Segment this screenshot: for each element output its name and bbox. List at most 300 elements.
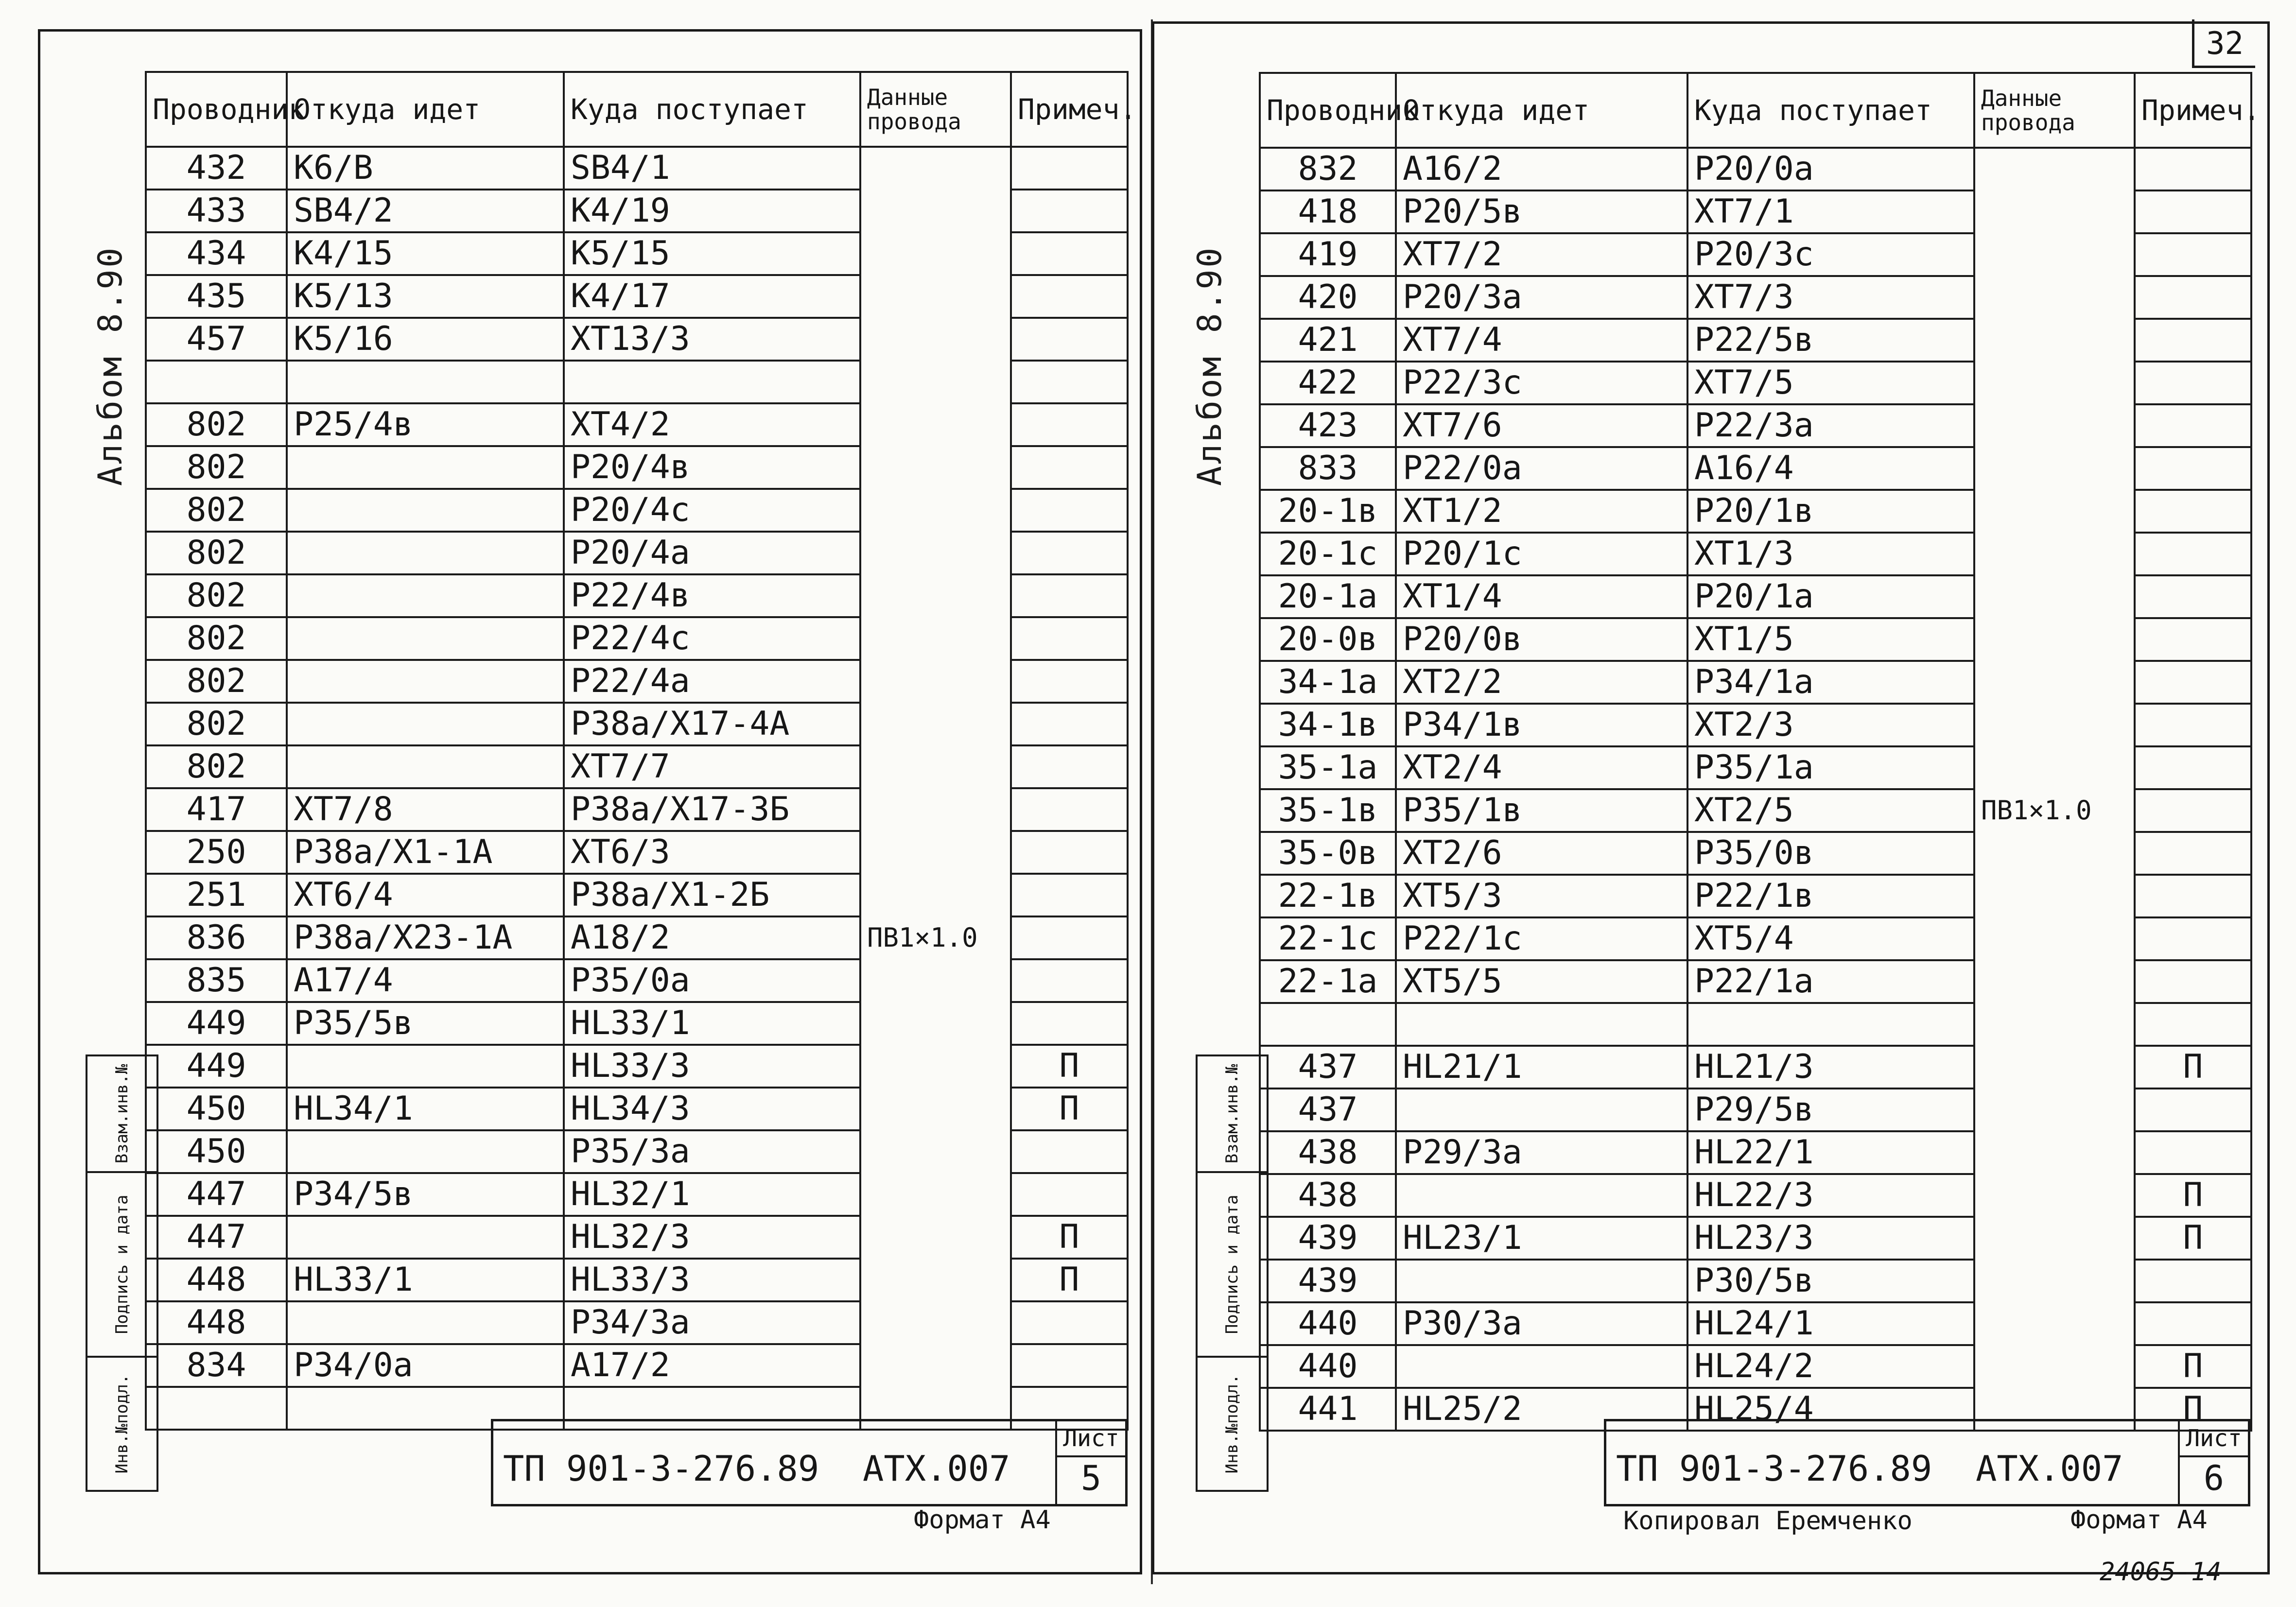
sheet-number-box <box>1055 1421 1125 1504</box>
cell-to: ХТ7/1 <box>1687 190 1974 233</box>
table-row <box>146 532 1128 574</box>
cell-from: Р20/1с <box>1396 533 1687 575</box>
cell-from: Р20/5в <box>1396 190 1687 233</box>
cell-to: Р22/5в <box>1687 319 1974 362</box>
cell-from: А16/2 <box>1396 148 1687 190</box>
cell-wire: 832 <box>1260 148 1396 190</box>
cell-note <box>2135 533 2251 575</box>
table-row <box>146 489 1128 532</box>
cell-wire: 835 <box>146 959 287 1002</box>
cell-note <box>1011 1301 1128 1344</box>
cell-note <box>1011 745 1128 788</box>
table-row <box>1260 1217 2251 1260</box>
table-row <box>1260 1174 2251 1217</box>
cell-wire: 250 <box>146 831 287 874</box>
cell-from: Р20/3а <box>1396 276 1687 319</box>
cell-from <box>287 1130 564 1173</box>
table-row <box>1260 404 2251 447</box>
table-row <box>146 232 1128 275</box>
cell-from: Р22/1с <box>1396 917 1687 960</box>
cell-from <box>1396 1003 1687 1046</box>
cell-wire: 439 <box>1260 1260 1396 1302</box>
cell-wire: 802 <box>146 532 287 574</box>
cell-wire: 802 <box>146 489 287 532</box>
cell-data <box>1974 875 2135 917</box>
sheet-number-box <box>2178 1421 2248 1504</box>
title-doc: АТХ.007 <box>863 1448 1010 1489</box>
format-label: Формат А4 <box>2070 1505 2208 1535</box>
cell-note: П <box>1011 1259 1128 1301</box>
table-row <box>1260 1046 2251 1089</box>
cell-wire: 22-1в <box>1260 875 1396 917</box>
cell-data <box>1974 233 2135 276</box>
list-number: 5 <box>1080 1458 1102 1498</box>
table-row <box>1260 276 2251 319</box>
cell-note <box>2135 319 2251 362</box>
table-row <box>146 959 1128 1002</box>
cell-note <box>1011 147 1128 190</box>
cell-data <box>860 959 1011 1002</box>
table-row <box>1260 875 2251 917</box>
cell-to: HL24/1 <box>1687 1302 1974 1345</box>
cell-data <box>860 1301 1011 1344</box>
cell-from <box>1396 1260 1687 1302</box>
side-stamp <box>86 1054 158 1492</box>
table-row <box>146 403 1128 446</box>
cell-wire: 421 <box>1260 319 1396 362</box>
wire-spec-label: ПВ1×1.0 <box>867 922 978 953</box>
table-row <box>1260 704 2251 746</box>
album-label: Альбом 8.90 <box>1191 245 1229 486</box>
cell-to: ХТ1/5 <box>1687 618 1974 661</box>
cell-to: ХТ1/3 <box>1687 533 1974 575</box>
stamp-signature-date: Подпись и дата <box>86 1171 158 1356</box>
cell-wire: 418 <box>1260 190 1396 233</box>
cell-data <box>860 574 1011 617</box>
cell-to <box>564 361 860 403</box>
cell-data <box>860 1344 1011 1387</box>
cell-from <box>287 1045 564 1088</box>
cell-wire: 437 <box>1260 1046 1396 1089</box>
table-row <box>1260 1345 2251 1388</box>
table-row <box>146 318 1128 361</box>
cell-data <box>1974 832 2135 875</box>
table-row <box>1260 960 2251 1003</box>
cell-wire: 834 <box>146 1344 287 1387</box>
cell-data <box>1974 746 2135 789</box>
cell-data <box>1974 404 2135 447</box>
cell-note <box>2135 233 2251 276</box>
table-row <box>146 574 1128 617</box>
wire-table <box>145 71 1137 1431</box>
cell-note <box>2135 917 2251 960</box>
cell-to: А16/4 <box>1687 447 1974 490</box>
cell-to: Р38а/Х17-4А <box>564 703 860 745</box>
cell-from: SB4/2 <box>287 190 564 232</box>
cell-note <box>2135 1302 2251 1345</box>
cell-to: А17/2 <box>564 1344 860 1387</box>
cell-data <box>860 489 1011 532</box>
title-block <box>1604 1419 2250 1506</box>
cell-to: А18/2 <box>564 916 860 959</box>
cell-from <box>287 532 564 574</box>
cell-wire: 22-1а <box>1260 960 1396 1003</box>
cell-note: П <box>2135 1046 2251 1089</box>
cell-to: HL33/3 <box>564 1045 860 1088</box>
cell-data <box>860 1088 1011 1130</box>
cell-data <box>1974 618 2135 661</box>
cell-wire: 34-1а <box>1260 661 1396 704</box>
cell-note <box>2135 661 2251 704</box>
cell-from: Р25/4в <box>287 403 564 446</box>
cell-to: Р20/0а <box>1687 148 1974 190</box>
cell-from: Р38а/Х1-1А <box>287 831 564 874</box>
cell-data <box>1974 447 2135 490</box>
header-from: Откуда идет <box>287 72 564 147</box>
cell-note <box>2135 1260 2251 1302</box>
cell-data <box>860 703 1011 745</box>
cell-wire: 20-1а <box>1260 575 1396 618</box>
cell-to: Р22/3а <box>1687 404 1974 447</box>
cell-wire: 447 <box>146 1216 287 1259</box>
cell-note <box>1011 1344 1128 1387</box>
cell-from: К5/13 <box>287 275 564 318</box>
cell-to: HL24/2 <box>1687 1345 1974 1388</box>
cell-data <box>1974 789 2135 832</box>
cell-note <box>1011 403 1128 446</box>
cell-to: Р22/1а <box>1687 960 1974 1003</box>
table-row <box>146 1088 1128 1130</box>
cell-to: Р20/4а <box>564 532 860 574</box>
cell-note <box>2135 789 2251 832</box>
cell-data <box>860 660 1011 703</box>
table-row <box>146 745 1128 788</box>
cell-from: Р30/3а <box>1396 1302 1687 1345</box>
cell-wire: 435 <box>146 275 287 318</box>
cell-from <box>287 703 564 745</box>
cell-to: HL22/1 <box>1687 1131 1974 1174</box>
cell-wire <box>146 1387 287 1430</box>
stamp-substitute-inv: Взам.инв.№ <box>86 1054 158 1171</box>
cell-to: Р34/1а <box>1687 661 1974 704</box>
cell-note <box>2135 148 2251 190</box>
cell-data <box>860 147 1011 190</box>
cell-data <box>860 403 1011 446</box>
cell-data <box>1974 960 2135 1003</box>
cell-data <box>1974 362 2135 404</box>
cell-wire: 419 <box>1260 233 1396 276</box>
cell-to: Р20/4с <box>564 489 860 532</box>
cell-data <box>860 190 1011 232</box>
cell-from: Р35/5в <box>287 1002 564 1045</box>
table-row <box>1260 533 2251 575</box>
cell-from: Р29/3а <box>1396 1131 1687 1174</box>
cell-from <box>287 574 564 617</box>
table-row <box>146 1301 1128 1344</box>
cell-wire: 833 <box>1260 447 1396 490</box>
header-wire: Проводник <box>1260 73 1396 148</box>
table-row <box>1260 1089 2251 1131</box>
cell-to: Р29/5в <box>1687 1089 1974 1131</box>
cell-note <box>1011 489 1128 532</box>
cell-wire: 438 <box>1260 1131 1396 1174</box>
cell-wire <box>146 361 287 403</box>
cell-to: Р35/1а <box>1687 746 1974 789</box>
cell-wire: 802 <box>146 617 287 660</box>
cell-data <box>860 361 1011 403</box>
cell-from: К6/В <box>287 147 564 190</box>
copied-by: Копировал Еремченко <box>1623 1506 1913 1536</box>
list-label: Лист <box>2180 1421 2248 1457</box>
table-row <box>1260 1003 2251 1046</box>
stamp-substitute-inv: Взам.инв.№ <box>1196 1054 1269 1171</box>
cell-note <box>2135 832 2251 875</box>
cell-from: Р20/0в <box>1396 618 1687 661</box>
cell-wire: 449 <box>146 1002 287 1045</box>
list-label: Лист <box>1057 1421 1125 1457</box>
cell-wire: 836 <box>146 916 287 959</box>
cell-from: К4/15 <box>287 232 564 275</box>
title-block <box>491 1419 1128 1506</box>
cell-from: ХТ5/5 <box>1396 960 1687 1003</box>
cell-wire: 35-0в <box>1260 832 1396 875</box>
cell-to: Р38а/Х17-3Б <box>564 788 860 831</box>
stamp-signature-date: Подпись и дата <box>1196 1171 1269 1356</box>
cell-data <box>1974 490 2135 533</box>
header-data: Данные провода <box>860 72 1011 147</box>
cell-data <box>1974 1174 2135 1217</box>
cell-note: П <box>1011 1216 1128 1259</box>
cell-to: К4/17 <box>564 275 860 318</box>
cell-to: ХТ13/3 <box>564 318 860 361</box>
cell-note <box>2135 190 2251 233</box>
table-row <box>1260 362 2251 404</box>
cell-from: HL25/2 <box>1396 1388 1687 1431</box>
cell-from: ХТ1/4 <box>1396 575 1687 618</box>
cell-from: ХТ2/4 <box>1396 746 1687 789</box>
table-row <box>1260 190 2251 233</box>
cell-note <box>2135 1089 2251 1131</box>
list-number: 6 <box>2203 1458 2225 1498</box>
wire-table <box>1259 72 2261 1432</box>
cell-wire: 423 <box>1260 404 1396 447</box>
cell-data <box>860 1259 1011 1301</box>
table-row <box>1260 661 2251 704</box>
cell-note <box>1011 532 1128 574</box>
table-row <box>146 147 1128 190</box>
cell-wire: 441 <box>1260 1388 1396 1431</box>
cell-from: ХТ7/6 <box>1396 404 1687 447</box>
cell-from <box>287 660 564 703</box>
cell-note <box>1011 190 1128 232</box>
cell-wire: 447 <box>146 1173 287 1216</box>
header-data: Данные провода <box>1974 73 2135 148</box>
cell-note <box>1011 574 1128 617</box>
cell-data <box>1974 319 2135 362</box>
cell-from: HL21/1 <box>1396 1046 1687 1089</box>
cell-note <box>2135 362 2251 404</box>
cell-note <box>2135 875 2251 917</box>
cell-data <box>860 1045 1011 1088</box>
doc-stamp: 24065-14 <box>2100 1557 2222 1587</box>
table-header-row <box>1260 73 2251 148</box>
cell-data <box>1974 1302 2135 1345</box>
cell-data <box>1974 1131 2135 1174</box>
cell-from <box>287 1216 564 1259</box>
cell-wire: 417 <box>146 788 287 831</box>
table-row <box>1260 1131 2251 1174</box>
cell-note: П <box>2135 1217 2251 1260</box>
cell-data <box>1974 190 2135 233</box>
cell-note: П <box>2135 1345 2251 1388</box>
cell-from <box>287 617 564 660</box>
cell-data <box>860 1216 1011 1259</box>
cell-to: Р20/1а <box>1687 575 1974 618</box>
cell-data <box>1974 661 2135 704</box>
cell-data <box>860 1173 1011 1216</box>
cell-to: ХТ2/5 <box>1687 789 1974 832</box>
table-row <box>1260 1260 2251 1302</box>
cell-from: ХТ6/4 <box>287 874 564 916</box>
cell-wire: 434 <box>146 232 287 275</box>
table-row <box>1260 917 2251 960</box>
stamp-original-inv: Инв.№подл. <box>86 1356 158 1492</box>
cell-from: А17/4 <box>287 959 564 1002</box>
cell-data <box>860 874 1011 916</box>
cell-to: ХТ6/3 <box>564 831 860 874</box>
cell-from: Р22/3с <box>1396 362 1687 404</box>
cell-note <box>1011 361 1128 403</box>
cell-note <box>2135 704 2251 746</box>
cell-data <box>1974 1089 2135 1131</box>
cell-wire: 440 <box>1260 1302 1396 1345</box>
cell-note <box>1011 1002 1128 1045</box>
cell-from <box>287 446 564 489</box>
cell-note <box>1011 959 1128 1002</box>
cell-from <box>287 1301 564 1344</box>
cell-note <box>2135 276 2251 319</box>
title-code: ТП 901-3-276.89 <box>1616 1448 1932 1489</box>
table-row <box>146 617 1128 660</box>
table-row <box>1260 1302 2251 1345</box>
cell-note <box>2135 960 2251 1003</box>
cell-to: HL22/3 <box>1687 1174 1974 1217</box>
cell-to: ХТ2/3 <box>1687 704 1974 746</box>
cell-from: Р22/0а <box>1396 447 1687 490</box>
table-row <box>146 275 1128 318</box>
cell-to: Р35/0в <box>1687 832 1974 875</box>
table-row <box>146 1216 1128 1259</box>
cell-data <box>860 831 1011 874</box>
cell-wire: 20-0в <box>1260 618 1396 661</box>
cell-wire: 34-1в <box>1260 704 1396 746</box>
cell-to: HL32/1 <box>564 1173 860 1216</box>
cell-from: Р35/1в <box>1396 789 1687 832</box>
cell-note <box>1011 660 1128 703</box>
cell-data <box>1974 276 2135 319</box>
cell-note <box>1011 275 1128 318</box>
cell-wire: 438 <box>1260 1174 1396 1217</box>
cell-wire: 20-1с <box>1260 533 1396 575</box>
cell-from: ХТ7/8 <box>287 788 564 831</box>
side-stamp <box>1196 1054 1269 1492</box>
cell-to: Р20/4в <box>564 446 860 489</box>
header-from: Откуда идет <box>1396 73 1687 148</box>
cell-to: Р22/4в <box>564 574 860 617</box>
cell-wire: 449 <box>146 1045 287 1088</box>
cell-wire: 432 <box>146 147 287 190</box>
cell-data <box>860 788 1011 831</box>
cell-from: ХТ7/2 <box>1396 233 1687 276</box>
cell-from: Р38а/Х23-1А <box>287 916 564 959</box>
table-row <box>146 874 1128 916</box>
cell-note <box>2135 490 2251 533</box>
cell-to: К4/19 <box>564 190 860 232</box>
cell-note <box>1011 446 1128 489</box>
cell-wire: 448 <box>146 1259 287 1301</box>
cell-from: HL23/1 <box>1396 1217 1687 1260</box>
cell-data <box>1974 533 2135 575</box>
cell-to: Р34/3а <box>564 1301 860 1344</box>
cell-data <box>1974 1003 2135 1046</box>
header-to: Куда поступает <box>564 72 860 147</box>
cell-from: ХТ2/6 <box>1396 832 1687 875</box>
cell-note <box>1011 874 1128 916</box>
cell-to: HL32/3 <box>564 1216 860 1259</box>
cell-note <box>2135 746 2251 789</box>
cell-note: П <box>1011 1088 1128 1130</box>
cell-to: Р35/0а <box>564 959 860 1002</box>
wire-spec-label: ПВ1×1.0 <box>1981 795 2092 826</box>
table-row <box>146 1344 1128 1387</box>
cell-wire: 802 <box>146 574 287 617</box>
cell-to: HL33/1 <box>564 1002 860 1045</box>
cell-from: Р34/1в <box>1396 704 1687 746</box>
cell-from: ХТ5/3 <box>1396 875 1687 917</box>
format-label: Формат А4 <box>914 1505 1051 1535</box>
cell-data <box>860 532 1011 574</box>
cell-data <box>860 446 1011 489</box>
cell-data <box>1974 1217 2135 1260</box>
title-code: ТП 901-3-276.89 <box>503 1448 819 1489</box>
stamp-original-inv: Инв.№подл. <box>1196 1356 1269 1492</box>
cell-to: Р38а/Х1-2Б <box>564 874 860 916</box>
cell-from <box>1396 1089 1687 1131</box>
cell-to: Р30/5в <box>1687 1260 1974 1302</box>
cell-data <box>860 232 1011 275</box>
cell-to: Р20/3с <box>1687 233 1974 276</box>
table-row <box>1260 148 2251 190</box>
table-row <box>146 190 1128 232</box>
cell-note <box>2135 575 2251 618</box>
cell-data <box>860 617 1011 660</box>
header-note: Примеч. <box>2135 73 2251 148</box>
table-row <box>1260 746 2251 789</box>
table-row <box>146 1173 1128 1216</box>
header-note: Примеч. <box>1011 72 1128 147</box>
cell-from: ХТ7/4 <box>1396 319 1687 362</box>
table-row <box>146 1259 1128 1301</box>
table-row <box>146 660 1128 703</box>
cell-note: П <box>2135 1174 2251 1217</box>
page-number: 32 <box>2192 19 2255 68</box>
cell-to: HL23/3 <box>1687 1217 1974 1260</box>
table-row <box>1260 319 2251 362</box>
table-row <box>1260 789 2251 832</box>
cell-from <box>1396 1345 1687 1388</box>
cell-from: Р34/0а <box>287 1344 564 1387</box>
header-to: Куда поступает <box>1687 73 1974 148</box>
